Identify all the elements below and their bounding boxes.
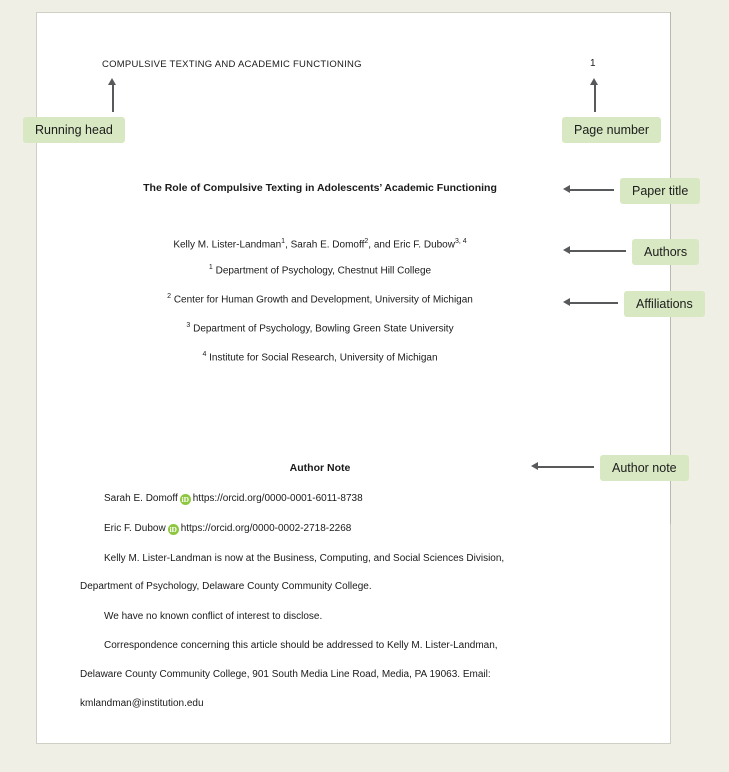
affiliation-2 [60, 293, 580, 305]
affiliation-4 [60, 351, 580, 363]
authors-separator-1: , Sarah E. Domoff [285, 239, 365, 251]
author-note-orcid-line-1 [104, 493, 363, 505]
authors-separator-2: , and Eric F. Dubow [368, 239, 455, 251]
author-note-paragraph-1-line-1: Kelly M. Lister-Landman is now at the Business, Computing, and Social Sciences Division, [104, 553, 505, 564]
author-note-paragraph-3-line-1: Correspondence concerning this article should be addressed to Kelly M. Lister-Landman, [104, 640, 498, 651]
authors-line [60, 238, 580, 250]
affiliation-4-marker: 4 [202, 351, 207, 358]
affiliation-3-text: Department of Psychology, Bowling Green State University [190, 323, 454, 335]
callout-authors: Authors [632, 239, 699, 265]
page-number: 1 [590, 58, 596, 69]
orcid-icon[interactable]: iD [181, 495, 189, 504]
arrow-to-author-note-icon [538, 466, 594, 468]
author-note-paragraph-3-line-2: Delaware County Community College, 901 South Media Line Road, Media, PA 19063. Email: [80, 669, 491, 680]
arrow-to-paper-title-icon [570, 189, 614, 191]
author-1-name: Kelly M. Lister-Landman [173, 239, 282, 251]
callout-affiliations: Affiliations [624, 291, 705, 317]
affiliation-1 [60, 264, 580, 276]
author-3-affiliation-marker: 3, 4 [454, 238, 467, 245]
author-note-paragraph-3-line-3: kmlandman@institution.edu [80, 698, 204, 709]
arrow-to-authors-icon [570, 250, 626, 252]
affiliation-3-marker: 3 [186, 322, 191, 329]
callout-running-head: Running head [23, 117, 125, 143]
author-2-affiliation-marker: 2 [364, 238, 369, 245]
author-1-affiliation-marker: 1 [281, 238, 286, 245]
affiliation-4-text: Institute for Social Research, University of Michigan [206, 352, 438, 364]
arrow-to-page-number-icon [594, 84, 596, 112]
orcid-author-2-url[interactable]: https://orcid.org/0000-0002-2718-2268 [180, 523, 352, 534]
arrow-to-running-head-icon [112, 84, 114, 112]
arrow-to-affiliations-icon [570, 302, 618, 304]
running-head: COMPULSIVE TEXTING AND ACADEMIC FUNCTIONING [102, 59, 362, 70]
affiliation-1-marker: 1 [208, 264, 213, 271]
orcid-author-1-name: Sarah E. Domoff [104, 493, 178, 504]
author-note-orcid-line-2 [104, 523, 351, 535]
orcid-author-2-name: Eric F. Dubow [104, 523, 166, 534]
affiliation-2-marker: 2 [167, 293, 172, 300]
callout-paper-title: Paper title [620, 178, 700, 204]
callout-page-number: Page number [562, 117, 661, 143]
author-note-heading: Author Note [289, 462, 351, 474]
author-note-paragraph-2: We have no known conflict of interest to disclose. [104, 611, 323, 622]
orcid-icon[interactable]: iD [169, 525, 177, 534]
paper-title: The Role of Compulsive Texting in Adolescents’ Academic Functioning [143, 182, 497, 194]
orcid-author-1-url[interactable]: https://orcid.org/0000-0001-6011-8738 [192, 493, 363, 504]
affiliation-2-text: Center for Human Growth and Development, University of Michigan [171, 294, 473, 306]
right-margin-guide-line [670, 12, 671, 524]
callout-author-note: Author note [600, 455, 689, 481]
affiliation-1-text: Department of Psychology, Chestnut Hill College [212, 265, 432, 277]
affiliation-3 [60, 322, 580, 334]
author-note-paragraph-1-line-2: Department of Psychology, Delaware County Community College. [80, 581, 372, 592]
